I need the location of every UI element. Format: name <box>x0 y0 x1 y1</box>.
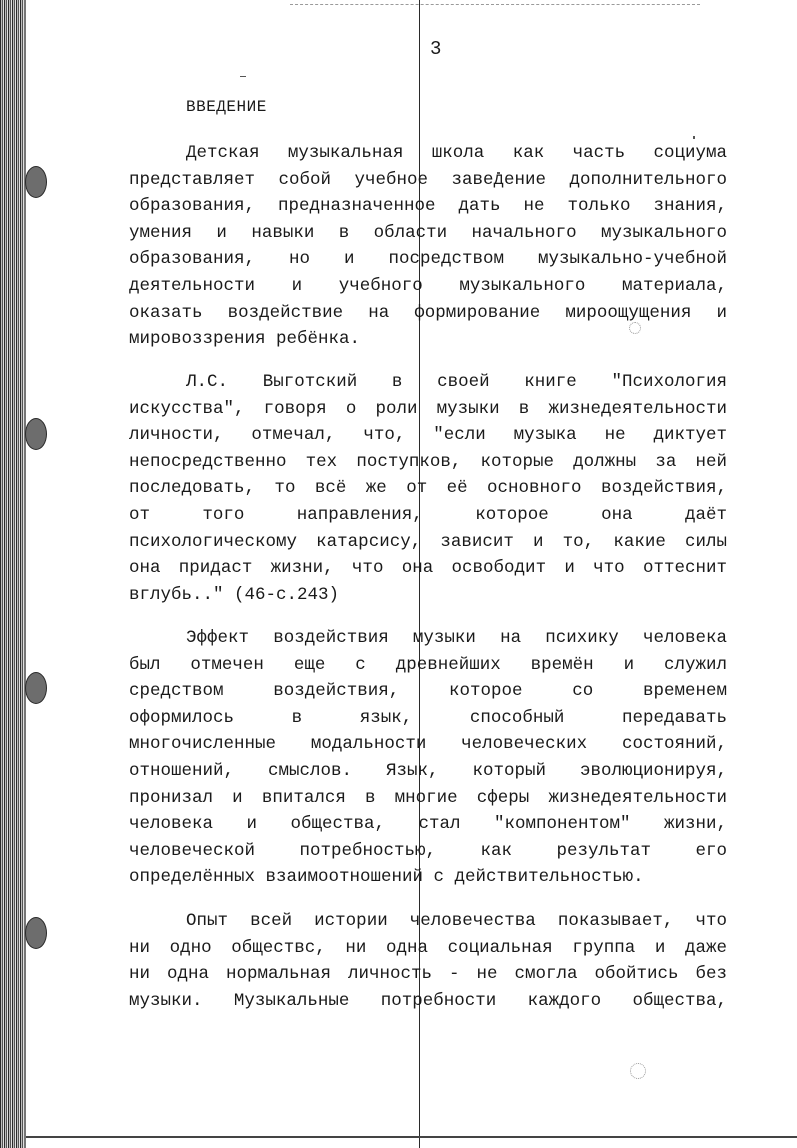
text-line: оформилось в язык, способный передавать <box>129 707 727 728</box>
text-line: был отмечен еще с древнейших времён и служил <box>129 654 727 675</box>
punch-hole <box>25 672 47 704</box>
scan-artifact <box>630 1063 646 1079</box>
text-line: умения и навыки в области начального музыкального <box>129 222 727 243</box>
text-line: непосредственно тех поступков, которые должны за ней <box>129 451 727 472</box>
text-line: человеческой потребностью, как результат его <box>129 840 727 861</box>
text-line: она придаст жизни, что она освободит и что оттеснит <box>129 558 727 579</box>
scan-speck <box>693 136 695 139</box>
top-scan-line <box>290 4 700 6</box>
text-line: средством воздействия, которое со временем <box>129 681 727 702</box>
text-line: Эффект воздействия музыки на психику человека <box>186 628 727 648</box>
text-line: искусства", говоря о роли музыки в жизнедеятельности <box>129 398 727 419</box>
paragraph-2 <box>129 369 727 608</box>
bottom-scan-line <box>26 1136 797 1138</box>
text-line: мировоззрения ребёнка. <box>129 329 361 350</box>
text-line: пронизал и впитался в многие сферы жизнедеятельности <box>129 787 727 808</box>
text-line: отношений, смыслов. Язык, который эволюционируя, <box>129 760 727 781</box>
scan-speck <box>240 76 246 77</box>
binding-shadow <box>24 0 26 1148</box>
paragraph-1 <box>129 140 727 353</box>
punch-hole <box>25 917 47 949</box>
text-line: деятельности и учебного музыкального материала, <box>129 275 727 296</box>
text-line: Детская музыкальная школа как часть социума <box>186 143 727 163</box>
text-line: ни одна нормальная личность - не смогла обойтись без <box>129 964 727 985</box>
text-line: определённых взаимоотношений с действительностью. <box>129 867 644 888</box>
text-line: образования, но и посредством музыкально-учебной <box>129 249 727 270</box>
text-line: многочисленные модальности человеческих состояний, <box>129 734 727 755</box>
page-number: 3 <box>430 38 442 60</box>
text-line: последовать, то всё же от её основного воздействия, <box>129 478 727 499</box>
text-line: образования, предназначенное дать не только знания, <box>129 196 727 217</box>
text-line: от того направления, которое она даёт <box>129 504 727 525</box>
punch-hole <box>25 166 47 198</box>
text-line: вглубь.." (46-с.243) <box>129 584 340 605</box>
paragraph-3 <box>129 625 727 891</box>
text-line: Л.С. Выготский в своей книге "Психология <box>186 372 727 392</box>
text-line: Опыт всей истории человечества показывает, что <box>186 911 727 931</box>
punch-hole <box>25 418 47 450</box>
text-line: человека и общества, стал "компонентом" жизни, <box>129 814 727 835</box>
paragraph-4 <box>129 908 727 1014</box>
text-line: ни одно обществс, ни одна социальная группа и даже <box>129 937 727 958</box>
text-line: оказать воздействие на формирование мироощущения и <box>129 302 727 323</box>
binding-edge <box>0 0 24 1148</box>
section-heading: ВВЕДЕНИЕ <box>186 98 267 116</box>
text-line: представляет собой учебное заведение дополнительного <box>129 169 727 190</box>
text-line: психологическому катарсису, зависит и то, какие силы <box>129 531 727 552</box>
text-line: личности, отмечал, что, "если музыка не диктует <box>129 425 727 446</box>
text-line: музыки. Музыкальные потребности каждого общества, <box>129 990 727 1011</box>
